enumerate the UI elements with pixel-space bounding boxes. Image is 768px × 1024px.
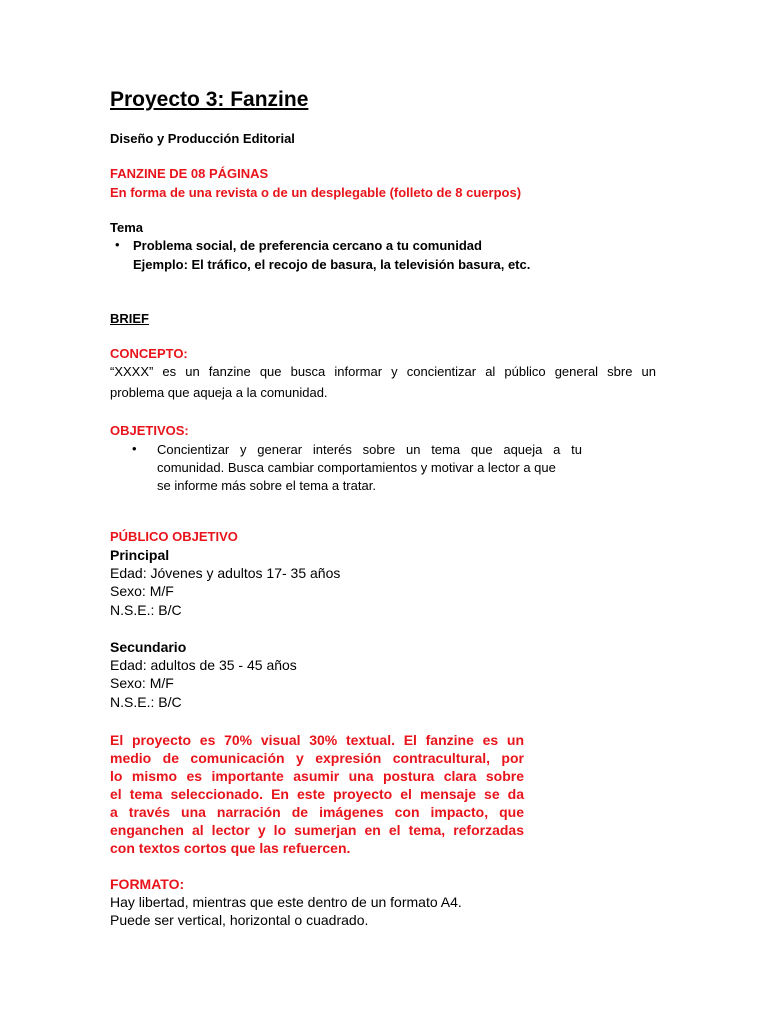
paragraph-line: medio de comunicación y expresión contracultural, por (110, 750, 524, 766)
brief-heading: BRIEF (110, 311, 149, 326)
secundario-heading: Secundario (110, 639, 187, 655)
formato-line-2: Puede ser vertical, horizontal o cuadrado. (110, 912, 369, 928)
publico-label: PÚBLICO OBJETIVO (110, 529, 238, 544)
fanzine-heading: FANZINE DE 08 PÁGINAS (110, 166, 269, 181)
paragraph-line: con textos cortos que las refuercen. (110, 840, 351, 856)
concepto-label: CONCEPTO: (110, 346, 188, 361)
bullet-icon: • (132, 441, 137, 456)
paragraph-line: el tema seleccionado. En este proyecto el mensaje se da (110, 786, 524, 802)
formato-line-1: Hay libertad, mientras que este dentro de un formato A4. (110, 894, 462, 910)
objetivos-label: OBJETIVOS: (110, 423, 189, 438)
tema-item: Problema social, de preferencia cercano a tu comunidad (133, 238, 482, 253)
objetivos-line-3: se informe más sobre el tema a tratar. (157, 478, 376, 493)
proyecto-paragraph (110, 731, 524, 857)
concepto-line-1: “XXXX” es un fanzine que busca informar y concientizar al público general sbre un (110, 364, 656, 379)
principal-heading: Principal (110, 547, 170, 563)
objetivos-line-1: Concientizar y generar interés sobre un tema que aqueja a tu (157, 442, 582, 457)
fanzine-subheading: En forma de una revista o de un desplegable (folleto de 8 cuerpos) (110, 185, 522, 200)
paragraph-line: lo mismo es importante asumir una postura clara sobre (110, 768, 524, 784)
tema-example: Ejemplo: El tráfico, el recojo de basura, la televisión basura, etc. (133, 257, 531, 272)
principal-sexo: Sexo: M/F (110, 583, 174, 599)
concepto-line-2: problema que aqueja a la comunidad. (110, 385, 328, 400)
paragraph-line: El proyecto es 70% visual 30% textual. El fanzine es un (110, 732, 524, 748)
objetivos-line-2: comunidad. Busca cambiar comportamientos y motivar a lector a que (157, 460, 556, 475)
principal-nse: N.S.E.: B/C (110, 602, 182, 618)
principal-edad: Edad: Jóvenes y adultos 17- 35 años (110, 565, 341, 581)
secundario-nse: N.S.E.: B/C (110, 694, 182, 710)
secundario-sexo: Sexo: M/F (110, 675, 174, 691)
secundario-edad: Edad: adultos de 35 - 45 años (110, 657, 297, 673)
course-subtitle: Diseño y Producción Editorial (110, 131, 295, 146)
formato-label: FORMATO: (110, 876, 185, 892)
tema-label: Tema (110, 220, 143, 235)
paragraph-line: a través una narración de imágenes con impacto, que (110, 804, 524, 820)
paragraph-line: enganchen al lector y lo sumerjan en el tema, reforzadas (110, 822, 524, 838)
bullet-icon: • (115, 237, 120, 252)
page-title: Proyecto 3: Fanzine (110, 88, 309, 111)
